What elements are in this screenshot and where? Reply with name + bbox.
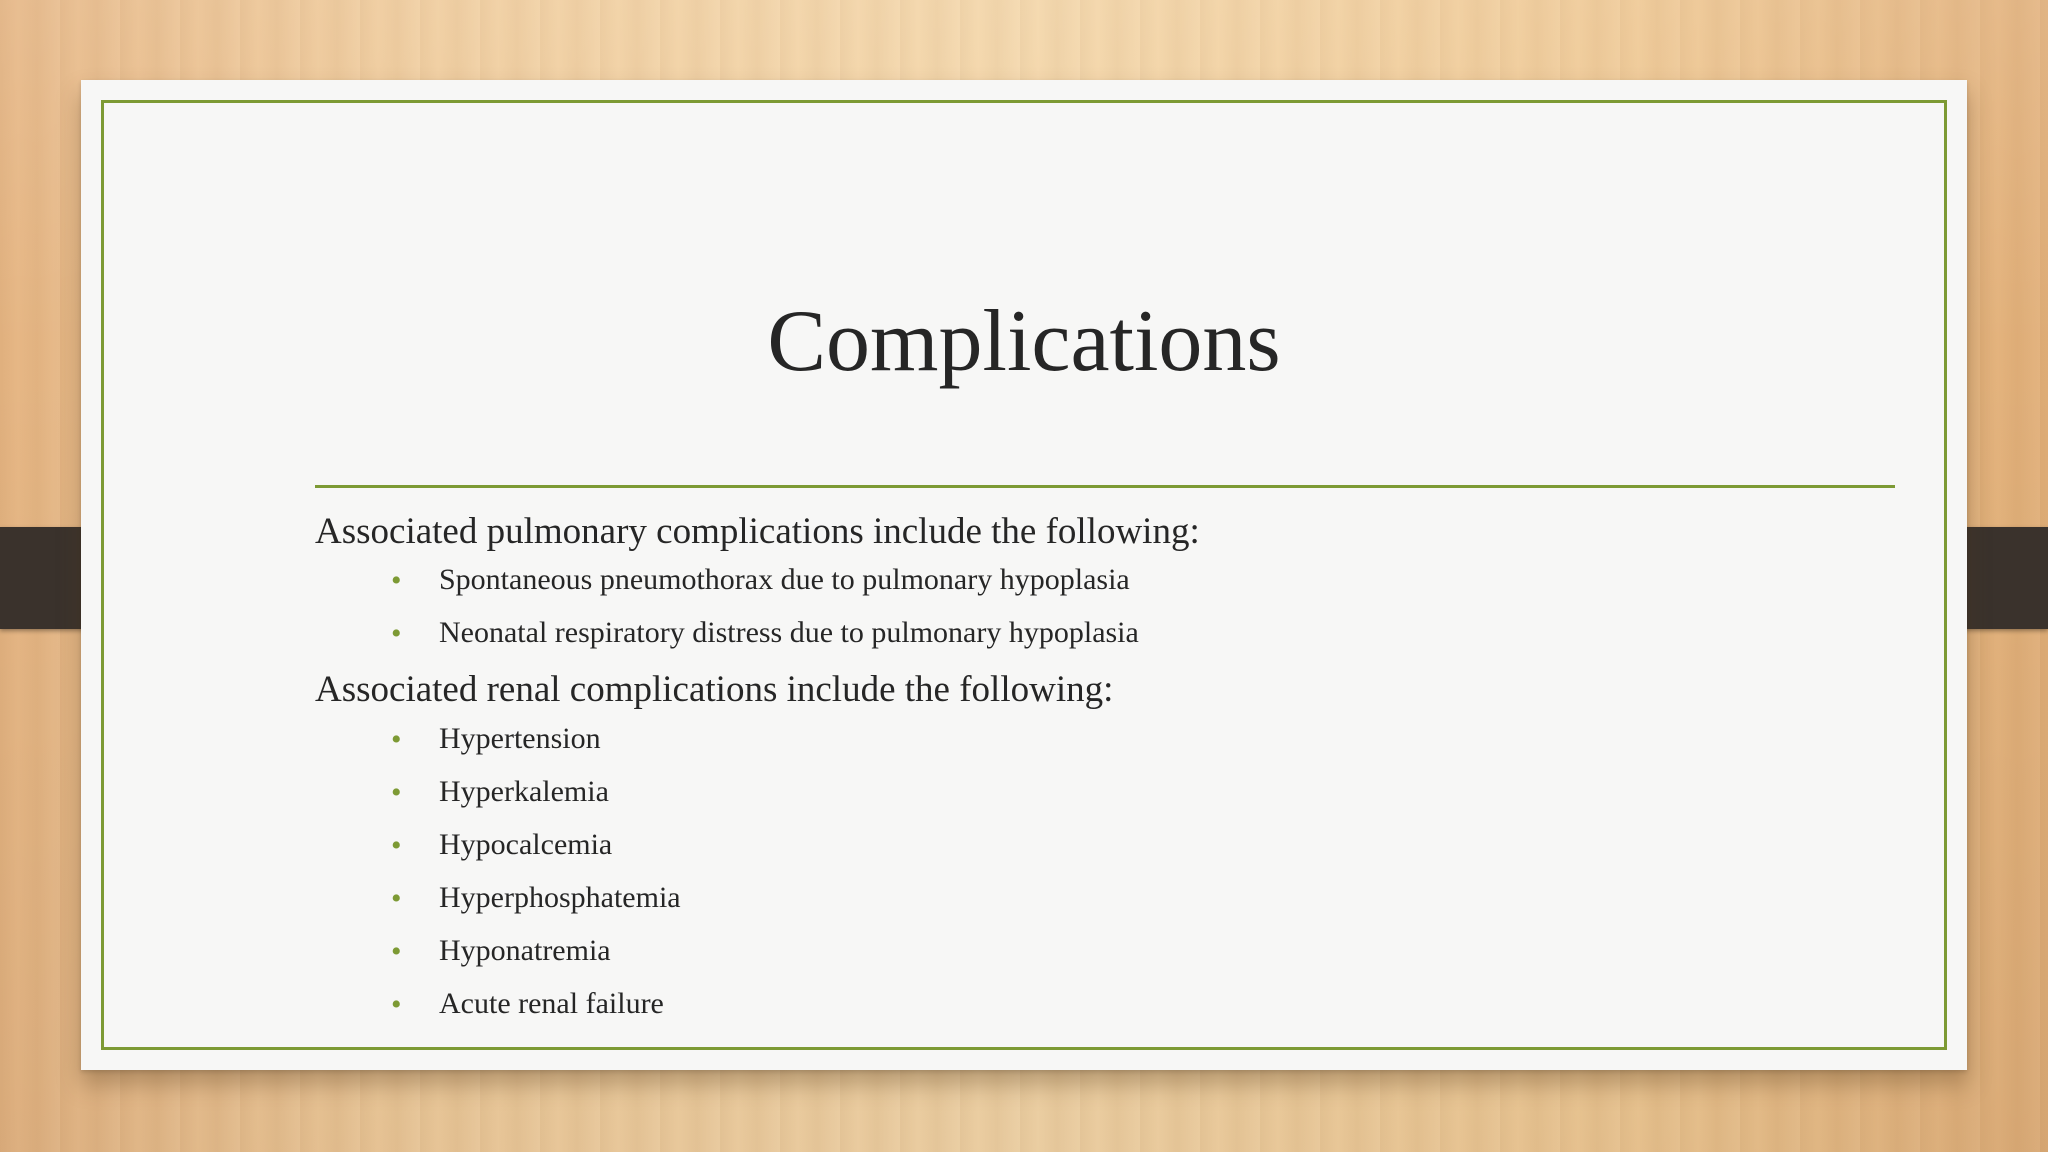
bullet-icon: •: [391, 775, 402, 809]
bullet-icon: •: [391, 934, 402, 968]
bullet-icon: •: [391, 564, 402, 598]
list-item: [315, 562, 1815, 598]
list-item: [315, 774, 1815, 810]
bullet-icon: •: [391, 722, 402, 756]
slide-body: [315, 510, 1815, 1039]
list-item: [315, 933, 1815, 969]
bullet-icon: •: [391, 617, 402, 651]
list-item-text: Spontaneous pneumothorax due to pulmonary hypoplasia: [439, 563, 1130, 597]
list-item: [315, 827, 1815, 863]
list-item-text: Hyperphosphatemia: [439, 880, 681, 914]
pulmonary-heading: Associated pulmonary complications include the following:: [315, 511, 1200, 552]
bullet-icon: •: [391, 881, 402, 915]
pulmonary-bullet-list: [315, 562, 1815, 651]
list-item-text: Hypocalcemia: [439, 827, 613, 861]
list-item: [315, 986, 1815, 1022]
bullet-icon: •: [391, 987, 402, 1021]
bullet-icon: •: [391, 828, 402, 862]
title-underline: [315, 485, 1895, 488]
list-item: [315, 721, 1815, 757]
list-item-text: Hyperkalemia: [439, 774, 609, 808]
renal-bullet-list: [315, 721, 1815, 1022]
list-item-text: Hyponatremia: [439, 933, 611, 967]
list-item-text: Neonatal respiratory distress due to pulmonary hypoplasia: [439, 616, 1139, 650]
slide-title: Complications: [767, 293, 1281, 390]
list-item: [315, 880, 1815, 916]
list-item-text: Acute renal failure: [439, 986, 664, 1020]
list-item-text: Hypertension: [439, 721, 601, 755]
list-item: [315, 615, 1815, 651]
slide: [81, 80, 1967, 1070]
renal-heading: Associated renal complications include the following:: [315, 669, 1114, 711]
